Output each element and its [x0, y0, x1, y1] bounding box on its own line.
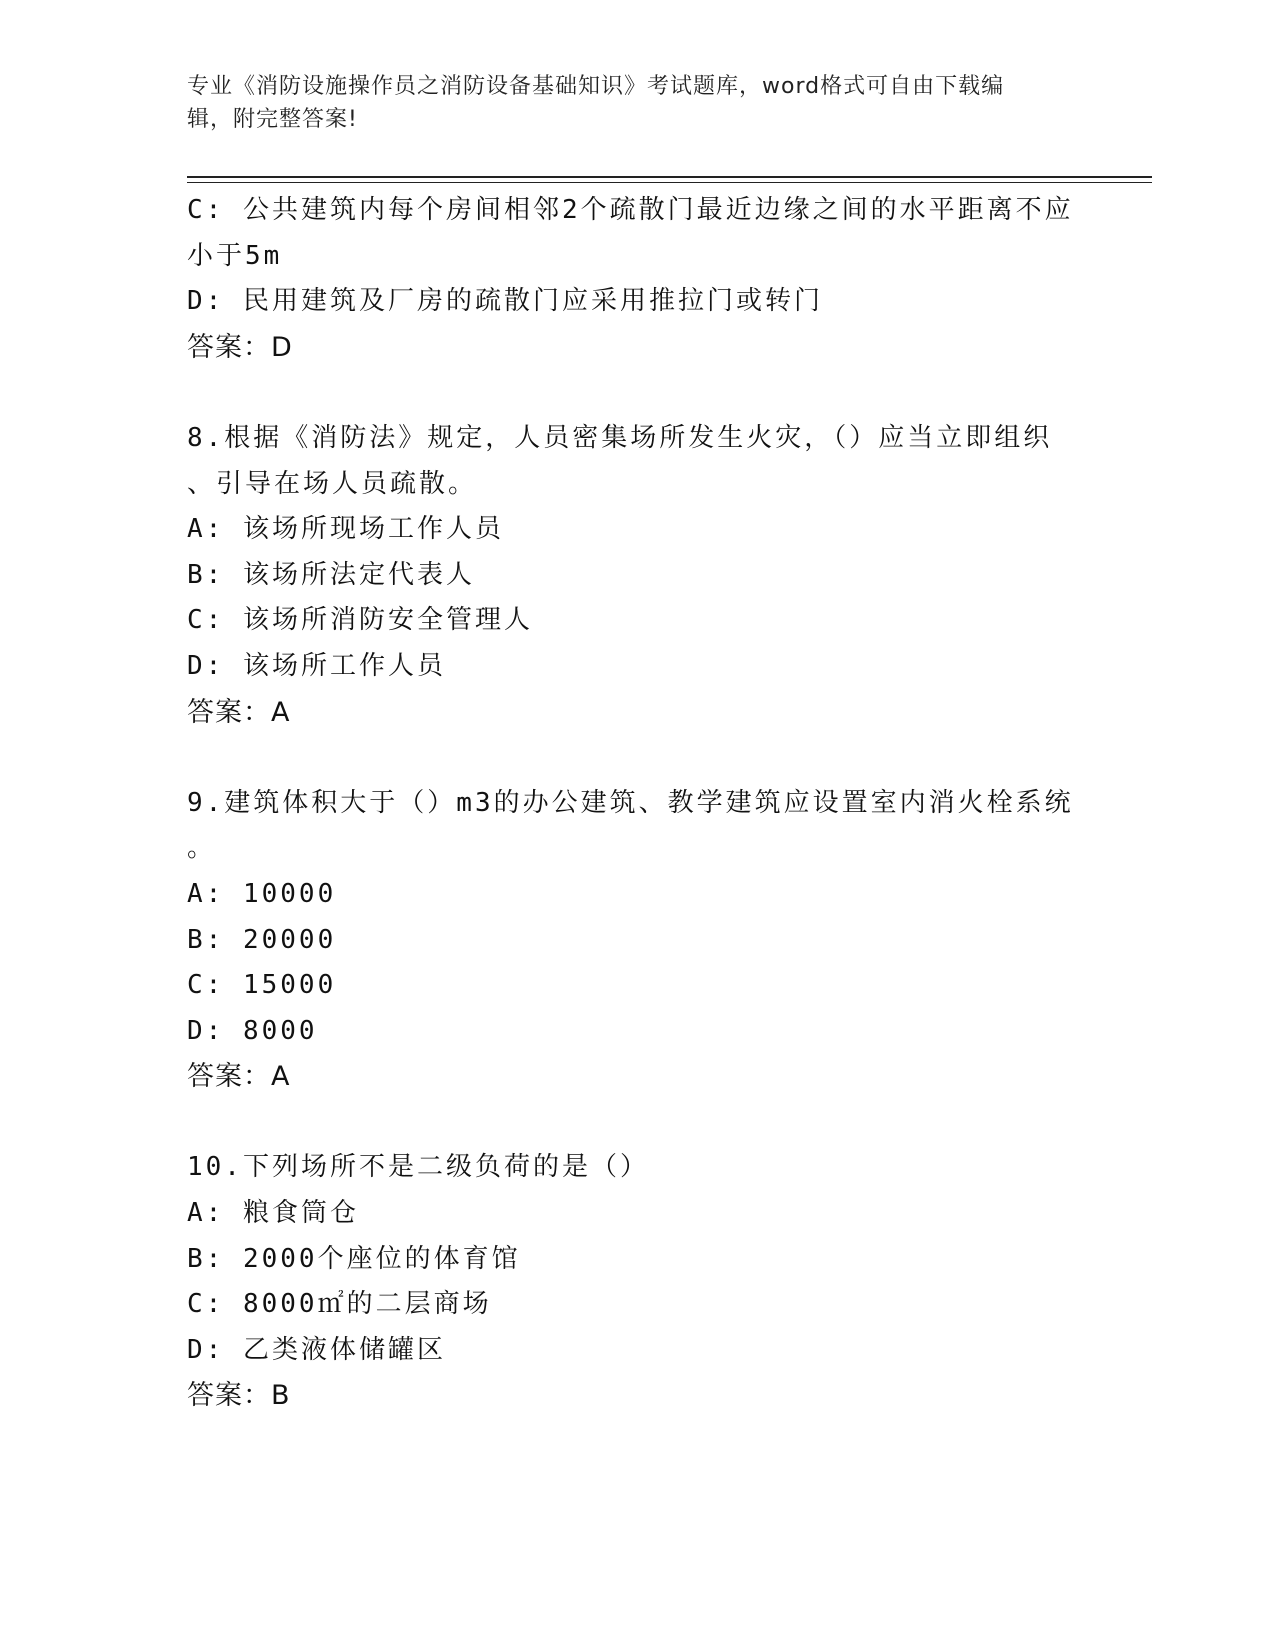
question-block-8 — [187, 416, 1087, 735]
question-block-10 — [187, 1145, 1087, 1419]
option-d: D: 民用建筑及厂房的疏散门应采用推拉门或转门 — [187, 286, 823, 317]
option-c-continued: 小于5m — [187, 240, 283, 271]
option-d: D: 8000 — [187, 1015, 318, 1046]
question-stem: 10.下列场所不是二级负荷的是（） — [187, 1152, 649, 1183]
option-a: A: 粮食筒仓 — [187, 1198, 359, 1229]
question-stem: 9.建筑体积大于（）m3的办公建筑、教学建筑应设置室内消火栓系统 — [187, 787, 1074, 818]
option-c: C: 15000 — [187, 970, 337, 1001]
spacer — [187, 1100, 1087, 1146]
answer-line: 答案：D — [187, 331, 293, 363]
spacer — [187, 370, 1087, 416]
question-stem-continued: 。 — [187, 833, 217, 864]
answer-line: 答案：A — [187, 1061, 291, 1093]
spacer — [187, 735, 1087, 781]
option-b: B: 20000 — [187, 924, 337, 955]
answer-line: 答案：A — [187, 696, 291, 728]
question-block-9 — [187, 781, 1087, 1100]
option-a: A: 10000 — [187, 878, 337, 909]
option-a: A: 该场所现场工作人员 — [187, 514, 504, 545]
option-c: C: 该场所消防安全管理人 — [187, 605, 533, 636]
header-line-2: 辑，附完整答案! — [187, 107, 358, 132]
option-b: B: 该场所法定代表人 — [187, 559, 475, 590]
question-content — [187, 188, 1087, 1419]
option-d: D: 乙类液体储罐区 — [187, 1334, 446, 1365]
option-c: C: 公共建筑内每个房间相邻2个疏散门最近边缘之间的水平距离不应 — [187, 195, 1074, 225]
header-line-1: 专业《消防设施操作员之消防设备基础知识》考试题库，word格式可自由下载编 — [187, 74, 1005, 99]
question-block-7 — [187, 188, 1087, 370]
option-b: B: 2000个座位的体育馆 — [187, 1243, 521, 1274]
answer-line: 答案：B — [187, 1380, 291, 1412]
question-stem-continued: 、引导在场人员疏散。 — [187, 468, 478, 499]
option-d: D: 该场所工作人员 — [187, 650, 446, 681]
header-divider-thin — [187, 182, 1152, 183]
document-header — [187, 70, 1067, 136]
question-stem: 8.根据《消防法》规定，人员密集场所发生火灾，（）应当立即组织 — [187, 422, 1053, 453]
option-c: C: 8000㎡的二层商场 — [187, 1289, 492, 1320]
header-divider-thick — [187, 176, 1152, 178]
